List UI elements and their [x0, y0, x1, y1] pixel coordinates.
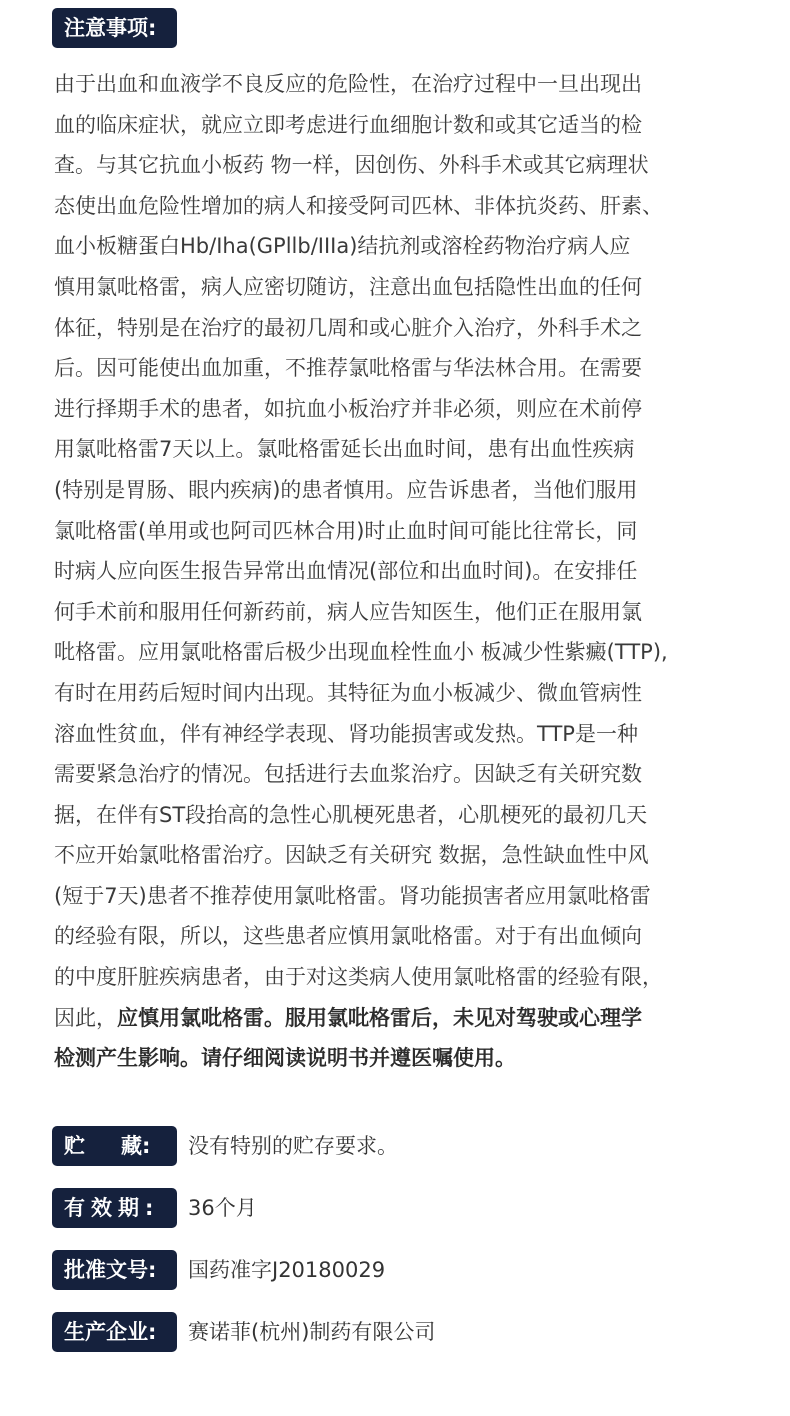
notice-line: 血小板糖蛋白Hb/Iha(GPllb/IIIa)结抗剂或溶栓药物治疗病人应	[54, 234, 631, 259]
notice-line: 溶血性贫血，伴有神经学表现、肾功能损害或发热。TTP是一种	[54, 721, 638, 746]
notice-line: 需要紧急治疗的情况。包括进行去血浆治疗。因缺乏有关研究数	[54, 762, 642, 787]
notice-line: 慎用氯吡格雷，病人应密切随访，注意出血包括隐性出血的任何	[54, 274, 642, 299]
notice-line: 何手术前和服用任何新药前，病人应告知医生，他们正在服用氯	[54, 599, 642, 624]
notice-line: 血的临床症状，就应立即考虑进行血细胞计数和或其它适当的检	[54, 112, 642, 137]
notice-line: 据，在伴有ST段抬高的急性心肌梗死患者，心肌梗死的最初几天	[54, 802, 648, 827]
validity-value: 36个月	[188, 1196, 257, 1220]
validity-label: 有效期:	[52, 1188, 177, 1228]
approval-label: 批准文号:	[52, 1250, 177, 1290]
notice-body	[54, 64, 774, 1079]
notice-line: (特别是胃肠、眼内疾病)的患者慎用。应告诉患者，当他们服用	[54, 477, 638, 502]
manufacturer-label: 生产企业:	[52, 1312, 177, 1352]
notice-normal-text: 因此，	[54, 1005, 117, 1030]
notice-line: 的经验有限，所以，这些患者应慎用氯吡格雷。对于有出血倾向	[54, 924, 642, 949]
notice-bold-line: 检测产生影响。请仔细阅读说明书并遵医嘱使用。	[54, 1046, 516, 1071]
notice-line: 用氯吡格雷7天以上。氯吡格雷延长出血时间，患有出血性疾病	[54, 437, 635, 462]
storage-label-part2: 藏:	[121, 1134, 151, 1158]
notice-line: 的中度肝脏疾病患者，由于对这类病人使用氯吡格雷的经验有限，	[54, 965, 663, 990]
notice-line: 时病人应向医生报告异常出血情况(部位和出血时间)。在安排任	[54, 559, 638, 584]
notice-bold-text: 应慎用氯吡格雷。服用氯吡格雷后，未见对驾驶或心理学	[117, 1005, 642, 1030]
notice-line: 有时在用药后短时间内出现。其特征为血小板减少、微血管病性	[54, 680, 642, 705]
notice-line-mixed	[54, 998, 774, 1039]
approval-value: 国药准字J20180029	[188, 1258, 386, 1282]
notice-line: 后。因可能使出血加重，不推荐氯吡格雷与华法林合用。在需要	[54, 356, 642, 381]
notice-line: 由于出血和血液学不良反应的危险性，在治疗过程中一旦出现出	[54, 72, 642, 96]
notice-line: 氯吡格雷(单用或也阿司匹林合用)时止血时间可能比往常长，同	[54, 518, 638, 543]
notice-line: (短于7天)患者不推荐使用氯吡格雷。肾功能损害者应用氯吡格雷	[54, 883, 651, 908]
notice-line: 查。与其它抗血小板药 物一样，因创伤、外科手术或其它病理状	[54, 153, 649, 178]
notice-line: 进行择期手术的患者，如抗血小板治疗并非必须，则应在术前停	[54, 396, 642, 421]
notice-title: 注意事项:	[52, 8, 177, 48]
notice-line: 体征，特别是在治疗的最初几周和或心脏介入治疗，外科手术之	[54, 315, 642, 340]
storage-value: 没有特别的贮存要求。	[188, 1134, 398, 1158]
notice-line: 态使出血危险性增加的病人和接受阿司匹林、非体抗炎药、肝素、	[54, 193, 663, 218]
notice-line: 不应开始氯吡格雷治疗。因缺乏有关研究 数据，急性缺血性中风	[54, 843, 649, 868]
manufacturer-value: 赛诺菲(杭州)制药有限公司	[188, 1320, 436, 1344]
storage-label	[52, 1126, 177, 1166]
notice-line: 吡格雷。应用氯吡格雷后极少出现血栓性血小 板减少性紫癜(TTP),	[54, 640, 668, 665]
storage-label-part1: 贮	[64, 1134, 85, 1158]
